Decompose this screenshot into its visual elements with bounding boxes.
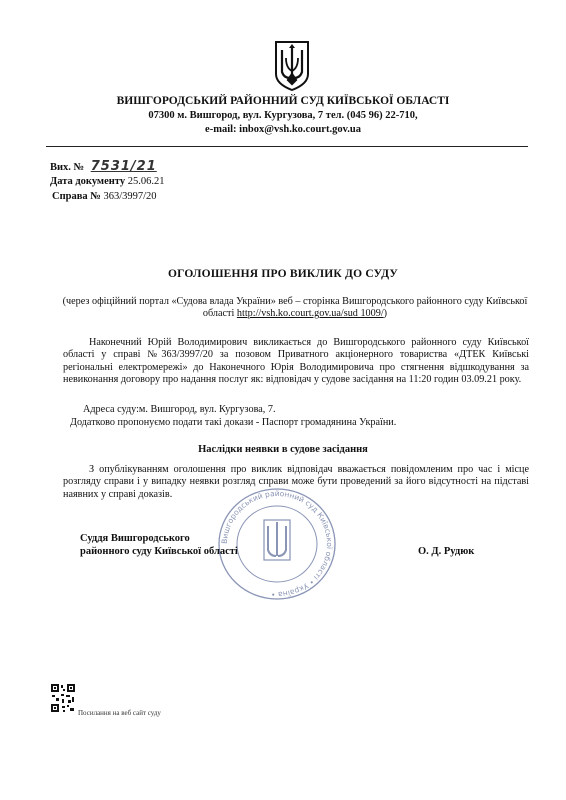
court-name: ВИШГОРОДСЬКИЙ РАЙОННИЙ СУД КИЇВСЬКОЇ ОБЛАСТІ	[116, 95, 450, 107]
doc-date-label: Дата документу	[50, 176, 126, 187]
consequences-text: З опублікуванням оголошення про виклик відповідач вважається повідомленим про час і місце розгляду справи і у випадку неявки розгляд справи може бути проведений за його відсутності на підставі наявних у справі доказів.	[63, 464, 529, 500]
judge-position-line-1: Суддя Вишгородського	[80, 533, 190, 544]
court-address-line: Адреса суду:м. Вишгород, вул. Кургузова, 7.	[83, 404, 276, 415]
portal-note-text: (через офіційний портал «Судова влада України» веб – сторінка Вишгородського районного суду Київської області	[62, 296, 528, 319]
summons-body-text: Наконечний Юрій Володимирович викликається до Вишгородського районного суду Київської області у справі №363/3997/20 за позовом Приватного акціонерного товариства «ДТЕК Київські регіональні електромережі» до Наконечного Юрія Володимировича про стягнення відшкодування за невиконання договору про надання послуг як: відповідач у судове засідання на 11:20 годин 03.09.21 року.	[63, 337, 529, 385]
consequences-subtitle: Наслідки неявки в судове засідання	[198, 444, 368, 455]
judge-position-line-2: районного суду Київської області	[80, 546, 238, 557]
out-number	[50, 159, 157, 174]
qr-caption: Посилання на веб сайт суду	[78, 709, 161, 717]
portal-note-close: )	[383, 308, 388, 319]
document-date	[50, 176, 164, 187]
court-email: e-mail: inbox@vsh.ko.court.gov.ua	[205, 124, 361, 135]
doc-date-value: 25.06.21	[127, 176, 165, 187]
case-number	[52, 191, 157, 202]
out-number-value: 7531/21	[90, 159, 157, 174]
seal-ring-text: Вишгородський районний суд Київської області • Україна •	[219, 488, 335, 600]
case-value: 363/3997/20	[103, 191, 157, 202]
coat-of-arms-icon	[271, 38, 313, 92]
case-label: Справа №	[52, 191, 101, 202]
document-title: ОГОЛОШЕННЯ ПРО ВИКЛИК ДО СУДУ	[167, 268, 399, 280]
additional-evidence-line: Додатково пропонуємо подати такі докази - Паспорт громадянина України.	[70, 417, 397, 428]
court-seal-stamp	[202, 486, 352, 602]
header-divider	[46, 146, 528, 147]
judge-name: О. Д. Рудюк	[418, 546, 475, 557]
out-number-label: Вих. №	[50, 162, 85, 173]
court-address: 07300 м. Вишгород, вул. Кургузова, 7 тел. (045 96) 22-710,	[148, 110, 418, 121]
portal-note	[60, 296, 530, 320]
qr-code-icon[interactable]	[50, 683, 76, 713]
court-website-link[interactable]: http://vsh.ko.court.gov.ua/sud 1009/	[236, 308, 384, 319]
